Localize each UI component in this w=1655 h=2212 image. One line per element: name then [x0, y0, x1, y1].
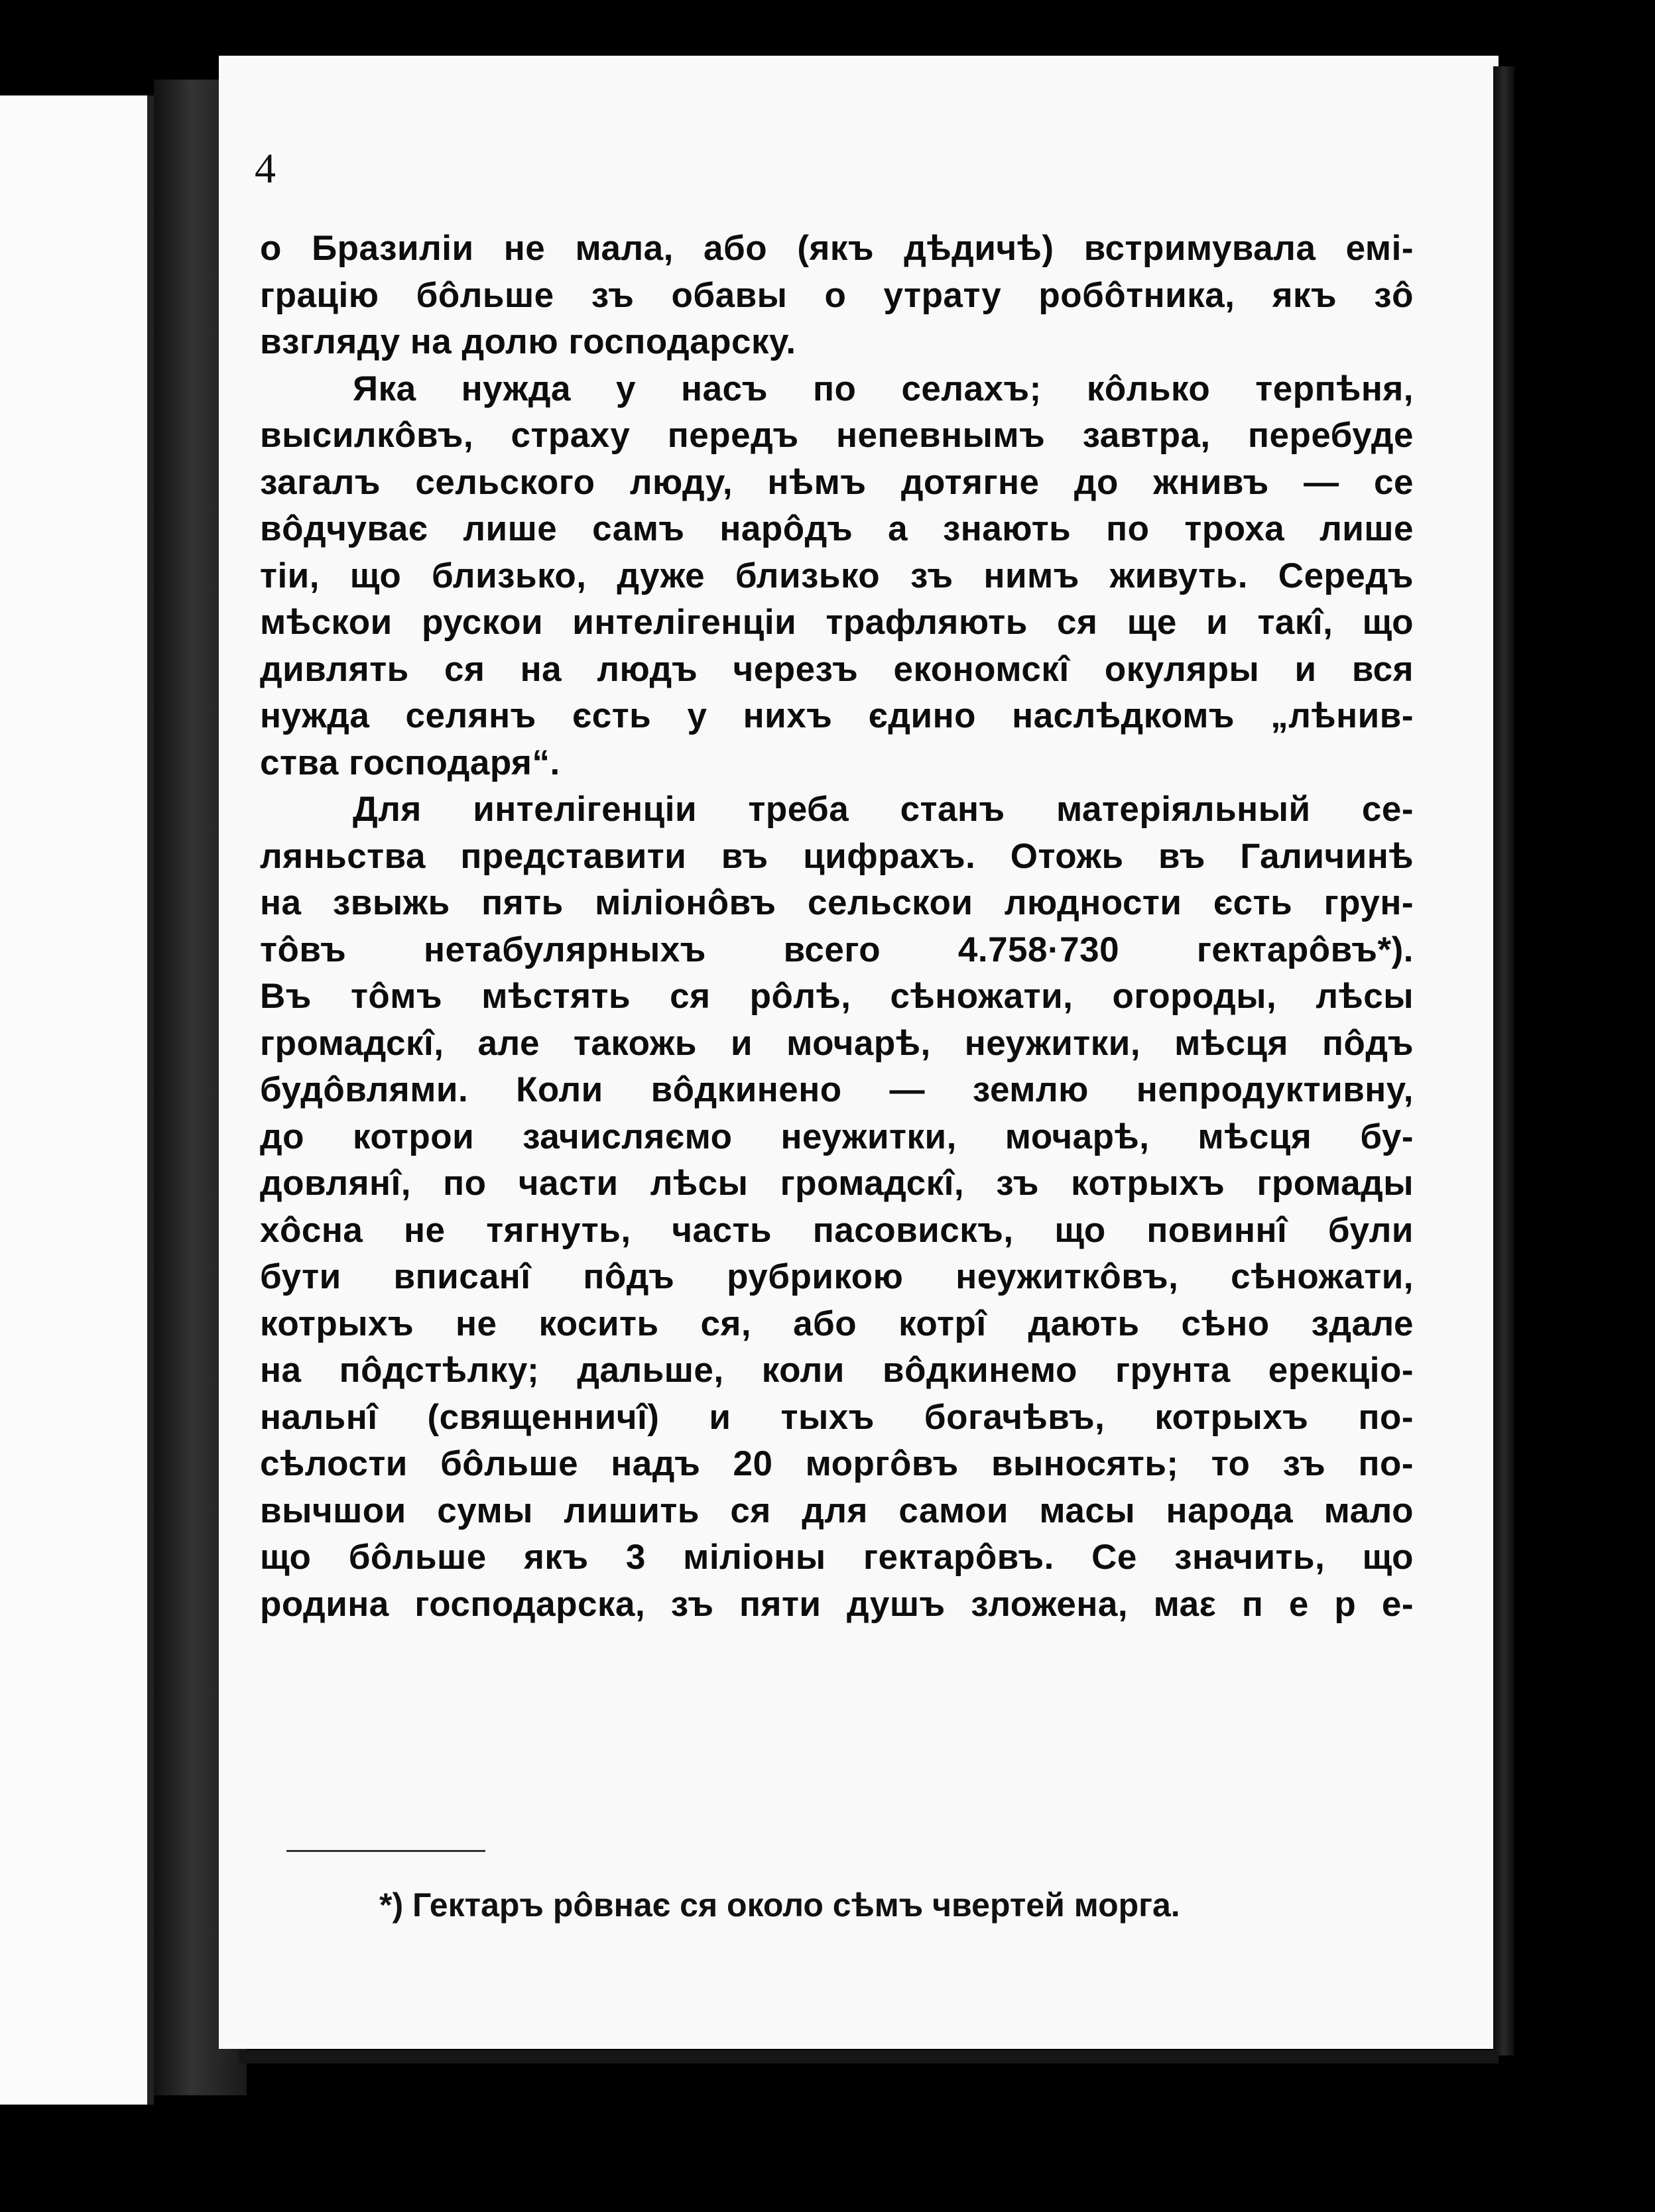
text-line: громадскî, але такожь и мочарѣ, неужитки, мѣсця пôдъ — [260, 1023, 1414, 1063]
text-line: довлянî, по части лѣсы громадскî, зъ котрыхъ громады — [260, 1164, 1414, 1203]
text-line: тiи, що близько, дуже близько зъ нимъ живуть. Середъ — [260, 556, 1414, 595]
footnote-divider — [286, 1850, 485, 1852]
page-body-text — [260, 225, 1414, 1628]
text-line: ляньства представити въ цифрахъ. Отожь въ Галичинѣ — [260, 836, 1414, 876]
text-line: Въ тôмъ мѣстять ся рôлѣ, сѣножати, огороды, лѣсы — [260, 977, 1414, 1016]
text-line: котрыхъ не косить ся, або котрî дають сѣно здале — [260, 1304, 1414, 1343]
text-line: о Бразилiи не мала, або (якъ дѣдичѣ) встримувала емi- — [260, 229, 1414, 268]
text-line: на пôдстѣлку; дальше, коли вôдкинемо грунта ерекцiо- — [260, 1351, 1414, 1390]
page-number: 4 — [255, 145, 276, 192]
text-line: що бôльше якъ 3 мiлiоны гектарôвъ. Се значить, що — [260, 1538, 1414, 1577]
text-line: взгляду на долю господарску. — [260, 322, 796, 361]
text-line: хôсна не тягнуть, часть пасовискъ, що повиннî були — [260, 1210, 1414, 1250]
text-line: нужда селянъ єсть у нихъ єдино наслѣдкомъ „лѣнив- — [260, 696, 1414, 735]
text-line: ства господаря“. — [260, 743, 560, 782]
text-line: будôвлями. Коли вôдкинено — землю непродуктивну, — [260, 1070, 1414, 1109]
text-line: мѣскои рускои интелiгенцiи трафляють ся ще и такî, що — [260, 603, 1414, 642]
text-line: Для интелiгенцiи треба станъ матерiяльный се- — [353, 790, 1414, 829]
text-line: до котрои зачисляємо неужитки, мочарѣ, мѣсця бу- — [260, 1117, 1414, 1156]
text-line: бути вписанî пôдъ рубрикою неужиткôвъ, сѣножати, — [260, 1257, 1414, 1296]
text-line: на звыжь пять мiлiонôвъ сельскои людности єсть грун- — [260, 883, 1414, 922]
text-line: вôдчуває лише самъ нарôдъ а знають по троха лише — [260, 509, 1414, 548]
text-line: нальнî (священничî) и тыхъ богачѣвъ, котрыхъ по- — [260, 1397, 1414, 1437]
text-line: тôвъ нетабулярныхъ всего 4.758·730 гектарôвъ*). — [260, 930, 1414, 969]
footnote: *) Гектаръ рôвнає ся около сѣмъ чвертей морга. — [379, 1886, 1180, 1924]
text-line: сѣлости бôльше надъ 20 моргôвъ выносять; то зъ по- — [260, 1444, 1414, 1483]
text-line: дивлять ся на людъ черезъ економскî окуляры и вся — [260, 649, 1414, 689]
text-line: родина господарска, зъ пяти душъ зложена, маε п е р е- — [260, 1584, 1414, 1624]
text-line: вычшои сумы лишить ся для самои масы народа мало — [260, 1491, 1414, 1530]
text-line: высилкôвъ, страху передъ непевнымъ завтра, перебуде — [260, 416, 1414, 455]
facing-page-blank — [0, 95, 154, 2105]
text-line: загалъ сельского люду, нѣмъ дотягне до жнивъ — се — [260, 462, 1414, 502]
page-edge — [1493, 66, 1514, 2056]
text-line: грацiю бôльше зъ обавы о утрату робôтника, якъ зô — [260, 275, 1414, 315]
text-line: Яка нужда у насъ по селахъ; кôлько терпѣня, — [353, 369, 1414, 408]
page-bottom-edge — [239, 2050, 1499, 2063]
